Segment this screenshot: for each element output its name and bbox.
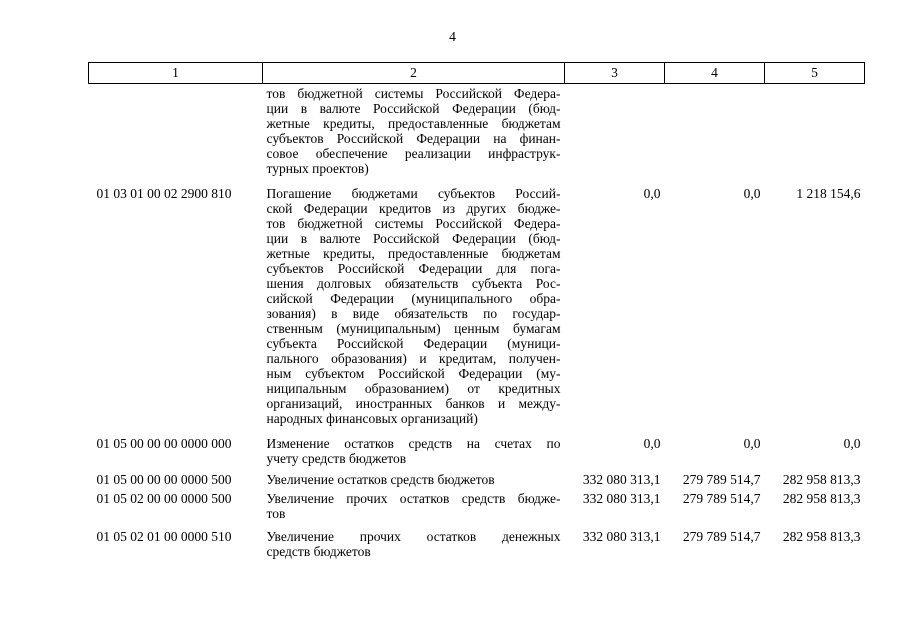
description-line: шения долговых обязательств субъекта Рос- <box>266 276 561 291</box>
description-line: народных финансовых организаций) <box>266 411 478 426</box>
amount-col4: 0,0 <box>743 186 761 201</box>
amount-col4: 279 789 514,7 <box>682 491 761 506</box>
table-row <box>89 84 865 177</box>
amount-col4: 279 789 514,7 <box>682 529 761 544</box>
row-description <box>263 466 565 487</box>
description-line: ниципальным образованием) от кредитных <box>266 381 561 396</box>
column-header-1: 1 <box>89 63 263 84</box>
budget-code: 01 05 02 00 00 0000 500 <box>96 491 232 506</box>
table-row <box>89 426 865 466</box>
description-line: субъектов Российской Федерации для пога- <box>266 261 561 276</box>
description-line: Увеличение прочих остатков средств бюдже- <box>266 491 561 506</box>
description-line: учету средств бюджетов <box>266 451 407 466</box>
budget-code <box>89 84 263 177</box>
budget-table <box>88 62 865 559</box>
description-line: субъекта Российской Федерации (муници- <box>266 336 561 351</box>
amount-col3: 332 080 313,1 <box>582 472 661 487</box>
table-row <box>89 487 865 521</box>
amount-col5: 282 958 813,3 <box>782 472 861 487</box>
description-line: ской Федерации кредитов из других бюдже- <box>266 201 561 216</box>
amount-col5: 0,0 <box>843 436 861 451</box>
row-description <box>263 426 565 466</box>
table-header-row <box>89 63 865 84</box>
amount-col5: 282 958 813,3 <box>782 491 861 506</box>
description-line: тов бюджетной системы Российской Федера- <box>266 216 561 231</box>
row-description <box>263 176 565 426</box>
column-header-2: 2 <box>263 63 565 84</box>
description-line: Изменение остатков средств на счетах по <box>266 436 561 451</box>
description-line: тов бюджетной системы Российской Федера- <box>266 86 561 101</box>
amount-col5 <box>765 84 865 177</box>
description-line: пального образования) и кредитам, получен- <box>266 351 561 366</box>
budget-code: 01 03 01 00 02 2900 810 <box>96 186 232 201</box>
amount-col5: 1 218 154,6 <box>796 186 861 201</box>
amount-col3: 332 080 313,1 <box>582 491 661 506</box>
description-line: жетные кредиты, предоставленные бюджетам <box>266 246 561 261</box>
row-description <box>263 84 565 177</box>
row-description <box>263 521 565 559</box>
description-line: сийской Федерации (муниципального обра- <box>266 291 561 306</box>
table-row <box>89 466 865 487</box>
table-row <box>89 176 865 426</box>
description-line: жетные кредиты, предоставленные бюджетам <box>266 116 561 131</box>
amount-col5: 282 958 813,3 <box>782 529 861 544</box>
budget-code: 01 05 00 00 00 0000 500 <box>96 472 232 487</box>
amount-col4: 279 789 514,7 <box>682 472 761 487</box>
amount-col4 <box>665 84 765 177</box>
description-line: турных проектов) <box>266 161 369 176</box>
description-line: зования) в виде обязательств по государ- <box>266 306 561 321</box>
description-line: ным субъектом Российской Федерации (му- <box>266 366 561 381</box>
description-line: ции в валюте Российской Федерации (бюд- <box>266 101 561 116</box>
description-line: Увеличение прочих остатков денежных <box>266 529 561 544</box>
amount-col3: 0,0 <box>643 186 661 201</box>
column-header-3: 3 <box>565 63 665 84</box>
description-line: Увеличение остатков средств бюджетов <box>266 472 495 487</box>
page-number: 4 <box>449 29 456 44</box>
table-row <box>89 521 865 559</box>
amount-col4: 0,0 <box>743 436 761 451</box>
description-line: ции в валюте Российской Федерации (бюд- <box>266 231 561 246</box>
description-line: ственным (муниципальным) ценным бумагам <box>266 321 561 336</box>
amount-col3: 0,0 <box>643 436 661 451</box>
row-description <box>263 487 565 521</box>
description-line: Погашение бюджетами субъектов Россий- <box>266 186 561 201</box>
column-header-4: 4 <box>665 63 765 84</box>
description-line: тов <box>266 506 286 521</box>
description-line: субъектов Российской Федерации на финан- <box>266 131 561 146</box>
budget-code: 01 05 00 00 00 0000 000 <box>96 436 232 451</box>
description-line: совое обеспечение реализации инфраструк- <box>266 146 561 161</box>
column-header-5: 5 <box>765 63 865 84</box>
description-line: средств бюджетов <box>266 544 371 559</box>
amount-col3 <box>565 84 665 177</box>
description-line: организаций, иностранных банков и между- <box>266 396 561 411</box>
budget-code: 01 05 02 01 00 0000 510 <box>96 529 232 544</box>
amount-col3: 332 080 313,1 <box>582 529 661 544</box>
